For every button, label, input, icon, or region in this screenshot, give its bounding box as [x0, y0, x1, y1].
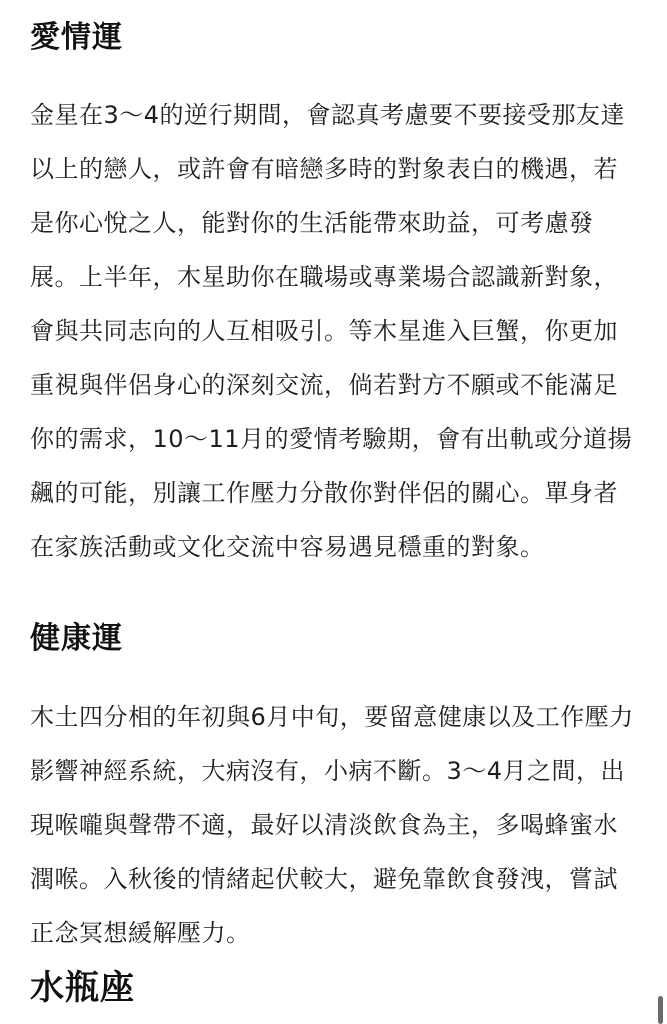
love-fortune-paragraph: 金星在3～4的逆行期間，會認真考慮要不要接受那友達以上的戀人，或許會有暗戀多時的對象表白的機遇，若是你心悅之人，能對你的生活能帶來助益，可考慮發展。上半年，木星助你在職場或專業場合認識新對象，會與共同志向的人互相吸引。等木星進入巨蟹，你更加重視與伴侶身心的深刻交流，倘若對方不願或不能滿足你的需求，10～11月的愛情考驗期，會有出軌或分道揚飆的可能，別讓工作壓力分散你對伴侶的關心。單身者在家族活動或文化交流中容易遇見穩重的對象。 — [30, 101, 633, 561]
scrollbar-thumb[interactable] — [658, 996, 663, 1024]
love-fortune-heading: 愛情運 — [30, 20, 123, 55]
aquarius-section-heading: 水瓶座 — [30, 968, 135, 1008]
health-fortune-heading: 健康運 — [30, 621, 123, 656]
health-fortune-paragraph: 木土四分相的年初與6月中旬，要留意健康以及工作壓力影響神經系統，大病沒有，小病不斷。3～4月之間，出現喉嚨與聲帶不適，最好以清淡飲食為主，多喝蜂蜜水潤喉。入秋後的情緒起伏較大，避免靠飲食發洩，嘗試正念冥想緩解壓力。 — [30, 703, 634, 947]
